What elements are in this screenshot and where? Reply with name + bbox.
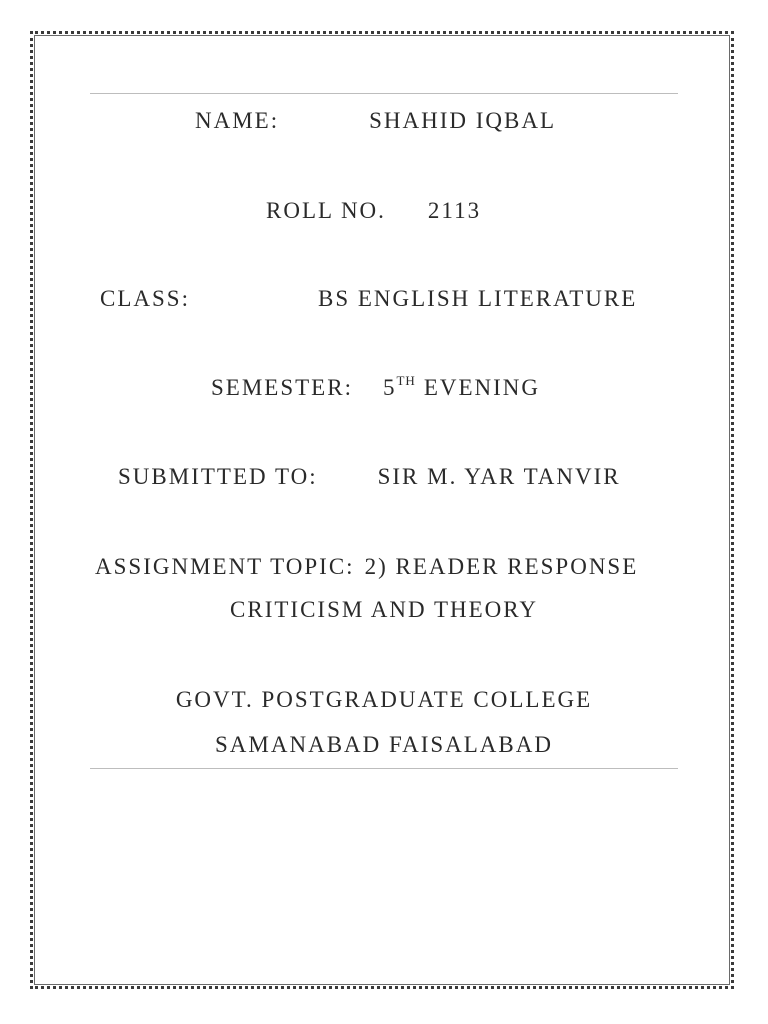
submitted-to-value: SIR M. YAR TANVIR bbox=[377, 464, 621, 489]
class-value: BS ENGLISH LITERATURE bbox=[317, 286, 638, 311]
top-divider bbox=[90, 93, 678, 94]
bottom-divider bbox=[90, 768, 678, 769]
semester-value: EVENING bbox=[423, 375, 541, 400]
submitted-to-row bbox=[118, 465, 621, 488]
name-value: SHAHID IQBAL bbox=[369, 108, 557, 133]
college-line2: SAMANABAD FAISALABAD bbox=[215, 732, 553, 757]
roll-label: ROLL NO. bbox=[266, 198, 386, 223]
semester-ordinal-suffix: TH bbox=[396, 373, 416, 388]
class-row bbox=[100, 287, 637, 310]
assignment-topic-value-line1: 2) READER RESPONSE bbox=[364, 554, 639, 579]
submitted-to-label: SUBMITTED TO: bbox=[118, 464, 318, 489]
name-label: NAME: bbox=[195, 108, 280, 133]
name-row bbox=[195, 109, 556, 132]
semester-row bbox=[211, 373, 541, 400]
semester-number: 5 bbox=[382, 375, 397, 400]
assignment-topic-label: ASSIGNMENT TOPIC: bbox=[95, 554, 355, 579]
page-border bbox=[30, 31, 734, 989]
college-line1: GOVT. POSTGRADUATE COLLEGE bbox=[175, 687, 593, 712]
roll-row bbox=[266, 199, 481, 222]
class-label: CLASS: bbox=[100, 286, 190, 311]
semester-label: SEMESTER: bbox=[211, 375, 353, 400]
roll-value: 2113 bbox=[427, 198, 482, 223]
assignment-topic-line2: CRITICISM AND THEORY bbox=[230, 597, 538, 622]
assignment-topic-row bbox=[95, 555, 638, 578]
